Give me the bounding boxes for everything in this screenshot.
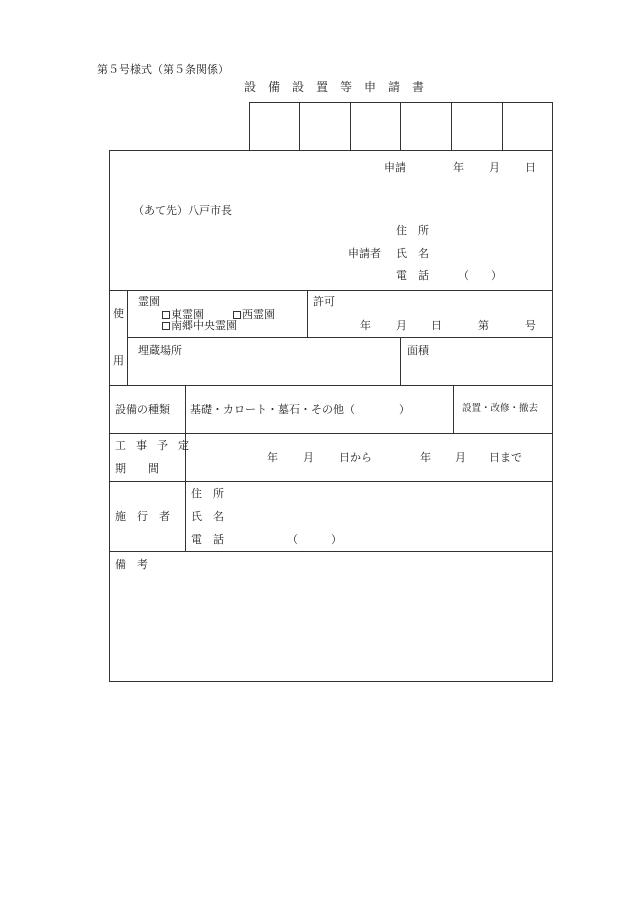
col-divider [453, 385, 454, 433]
cemetery-label: 霊園 [138, 295, 160, 308]
application-year-label: 年 [453, 161, 464, 174]
form-frame [109, 150, 553, 682]
schedule-start-year: 年 [267, 451, 278, 464]
cemetery-option-west[interactable] [233, 309, 275, 320]
row-divider [109, 433, 553, 434]
contractor-name-label: 氏 名 [191, 510, 224, 523]
col-divider [185, 385, 186, 551]
applicant-phone-parens: （ ） [458, 269, 502, 282]
equipment-types: 基礎・カロート・墓石・その他（ ） [190, 403, 410, 416]
permit-number-prefix: 第 [478, 319, 489, 332]
application-day-label: 日 [525, 161, 536, 174]
cemetery-option-label: 南郷中央霊園 [171, 319, 237, 332]
schedule-end-year: 年 [420, 451, 431, 464]
stamp-divider [451, 102, 452, 151]
schedule-end-day: 日まで [489, 451, 522, 464]
row-divider [109, 481, 553, 482]
permit-number-suffix: 号 [525, 319, 536, 332]
row-divider [109, 290, 553, 291]
applicant-label: 申請者 [348, 247, 381, 260]
cemetery-option-label: 西霊園 [242, 308, 275, 321]
applicant-name-label: 氏 名 [396, 247, 429, 260]
cemetery-option-label: 東霊園 [171, 308, 204, 321]
area-label: 面積 [407, 344, 429, 357]
equipment-type-label: 設備の種類 [115, 403, 170, 416]
checkbox-icon[interactable] [233, 311, 241, 319]
addressee: （あて先）八戸市長 [133, 204, 232, 217]
permit-month-label: 月 [396, 319, 407, 332]
contractor-phone-label: 電 話 [191, 533, 224, 546]
equipment-action: 設置・改修・撤去 [462, 403, 539, 414]
applicant-phone-label: 電 話 [396, 269, 429, 282]
checkbox-icon[interactable] [162, 311, 170, 319]
cemetery-option-nango[interactable] [162, 320, 237, 331]
schedule-start-day: 日から [339, 451, 372, 464]
stamp-divider [299, 102, 300, 151]
permit-day-label: 日 [431, 319, 442, 332]
schedule-label-top: 工事予定 [115, 439, 199, 452]
row-divider [109, 385, 553, 386]
application-date-label: 申請 [384, 161, 406, 174]
stamp-divider [400, 102, 401, 151]
row-divider [109, 551, 553, 552]
stamp-divider [350, 102, 351, 151]
row-divider [127, 337, 553, 338]
application-month-label: 月 [489, 161, 500, 174]
schedule-label-bottom: 期 間 [115, 462, 159, 475]
schedule-start-month: 月 [303, 451, 314, 464]
form-number: 第５号様式（第５条関係） [97, 63, 229, 76]
schedule-end-month: 月 [455, 451, 466, 464]
checkbox-icon[interactable] [162, 322, 170, 330]
remarks-label: 備 考 [115, 558, 148, 571]
contractor-phone-parens: （ ） [287, 533, 342, 546]
col-divider [127, 290, 128, 385]
form-title: 設 備 設 置 等 申 請 書 [244, 80, 425, 94]
stamp-boxes [249, 102, 553, 151]
contractor-label: 施 行 者 [115, 510, 170, 523]
burial-location-label: 埋蔵場所 [138, 344, 182, 357]
contractor-address-label: 住 所 [191, 487, 224, 500]
applicant-address-label: 住 所 [396, 224, 429, 237]
permit-label: 許可 [313, 295, 335, 308]
col-divider [307, 290, 308, 337]
col-divider [400, 337, 401, 385]
permit-year-label: 年 [360, 319, 371, 332]
use-label-top: 使 [113, 307, 124, 320]
stamp-divider [502, 102, 503, 151]
use-label-bottom: 用 [113, 354, 124, 367]
